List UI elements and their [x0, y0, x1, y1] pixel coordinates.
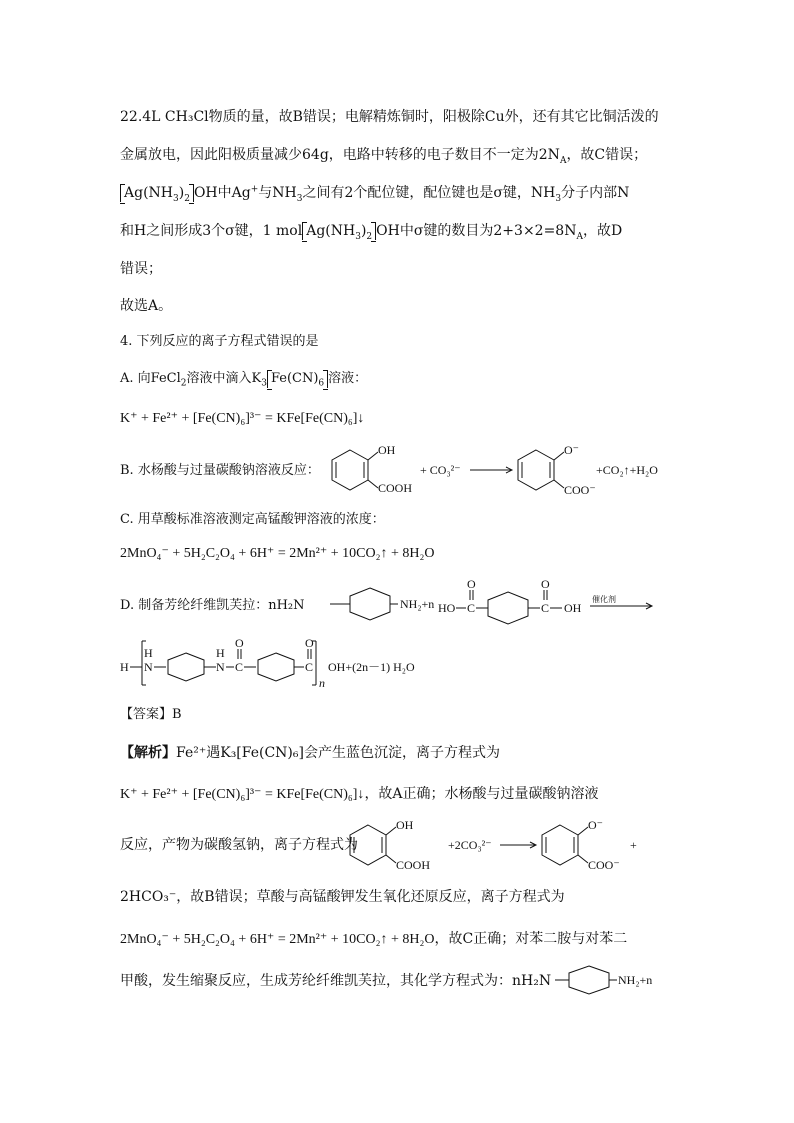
text: Fe²⁺遇K₃[Fe(CN)₆]会产生蓝色沉淀，离子方程式为 [176, 745, 500, 761]
c-label-3: C [235, 660, 244, 674]
para-line-5: 错误； [120, 261, 162, 277]
text: ，故A正确；水杨酸与过量碳酸钠溶液 [364, 786, 599, 802]
carbonate-term: + CO₃²⁻ [420, 463, 461, 477]
analysis-salicylic-diagram [340, 815, 650, 875]
complex-bracket [302, 222, 376, 240]
option-a [120, 370, 367, 388]
nh2-n-label-a: NH₂+n [618, 973, 653, 987]
option-c-equation: 2MnO₄⁻ + 5H₂C₂O₄ + 6H⁺ = 2Mn²⁺ + 10CO₂↑ + 8H₂O [120, 546, 435, 561]
h-label-2: H [144, 646, 153, 660]
o-label-4: O [305, 636, 314, 650]
c-label: C [467, 601, 476, 615]
sub: 3 [173, 193, 179, 204]
analysis-line-5 [120, 930, 627, 949]
para-line-3 [120, 184, 629, 202]
text: 与NH [258, 185, 297, 201]
sub: 6 [318, 378, 325, 389]
analysis-line-1 [120, 744, 500, 762]
oh-label-2: OH [564, 601, 582, 615]
analysis-line-2 [120, 785, 599, 804]
answer: 【答案】B [120, 707, 182, 722]
text: 之间有2个配位键，配位键也是σ键，NH [302, 185, 556, 201]
text: 溶液中滴入K [186, 371, 262, 386]
oh-label: OH [378, 443, 396, 457]
sub: 3 [261, 378, 267, 389]
sub: 2 [184, 193, 190, 204]
text: 分子内部N [561, 185, 630, 201]
n-subscript: n [319, 676, 325, 690]
salicylic-reaction-diagram [320, 440, 680, 500]
coo-minus-label: COO⁻ [564, 483, 596, 497]
product-tail: OH+(2n－1) H₂O [328, 660, 415, 674]
ho-label: HO [438, 601, 456, 615]
catalyst-label: 催化剂 [592, 595, 616, 604]
para-line-2 [120, 146, 647, 164]
sub: 2 [366, 231, 373, 242]
text: 溶液： [328, 371, 368, 386]
nh2-n-label: NH₂+n [400, 597, 435, 611]
para-line-4 [120, 222, 622, 240]
kevlar-product-diagram [120, 635, 450, 690]
analysis-diamine-diagram [555, 962, 665, 998]
o-label-3: O [235, 636, 244, 650]
products-term: +CO₂↑+H₂O [596, 463, 658, 477]
sub: 2 [180, 378, 187, 389]
complex-bracket [267, 370, 328, 388]
text: Fe(CN) [270, 371, 319, 386]
oh-label-a: OH [396, 818, 414, 832]
sub: 3 [296, 193, 303, 204]
cooh-label: COOH [378, 481, 413, 495]
question-title: 4. 下列反应的离子方程式错误的是 [120, 334, 319, 349]
analysis-line-3: 反应，产物为碳酸氢钠，离子方程式为 [120, 837, 358, 853]
o-minus-label: O⁻ [564, 443, 579, 457]
sub: A [576, 231, 583, 242]
analysis-label: 【解析】 [120, 745, 176, 761]
text: ) [360, 223, 367, 239]
text: 和H之间形成3个σ键，1 mol [120, 223, 303, 239]
plus-sign: + [630, 838, 637, 852]
text: ) [178, 185, 185, 201]
text: OH中Ag [193, 185, 251, 201]
h-label: H [120, 660, 129, 674]
o-label-2: O [541, 577, 550, 591]
analysis-line-4: 2HCO₃⁻，故B错误；草酸与高锰酸钾发生氧化还原反应，离子方程式为 [120, 889, 565, 905]
sub: 3 [555, 193, 562, 204]
h-label-3: H [216, 646, 225, 660]
coo-minus-label-a: COO⁻ [588, 858, 620, 872]
cooh-label-a: COOH [396, 858, 431, 872]
option-d: D. 制备芳纶纤维凯芙拉：nH₂N [120, 598, 305, 613]
text: Ag(NH [306, 223, 356, 239]
n-label: N [144, 660, 153, 674]
para-text: ，故C错误； [566, 147, 648, 163]
para-text: 金属放电，因此阳极质量减少64g，电路中转移的电子数目不一定为2N [120, 147, 560, 163]
carbonate-term-a: +2CO₃²⁻ [448, 838, 492, 852]
o-label: O [467, 577, 476, 591]
text: Ag(NH [124, 185, 173, 201]
text: ，故C正确；对苯二胺与对苯二 [434, 931, 628, 947]
complex-bracket [120, 184, 194, 202]
option-b: B. 水杨酸与过量碳酸钠溶液反应： [120, 463, 320, 478]
o-minus-label-a: O⁻ [588, 818, 603, 832]
equation: K⁺ + Fe²⁺ + [Fe(CN)₆]³⁻ = KFe[Fe(CN)₆]↓ [120, 787, 365, 802]
text: OH中σ键的数目为2+3×2=8N [376, 223, 577, 239]
option-a-equation: K⁺ + Fe²⁺ + [Fe(CN)₆]³⁻ = KFe[Fe(CN)₆]↓ [120, 411, 365, 426]
para-line-6: 故选A。 [120, 298, 173, 314]
c-label-4: C [305, 660, 314, 674]
kevlar-reactants-diagram [330, 577, 670, 630]
sub: 3 [355, 231, 361, 242]
para-line-1: 22.4L CH₃Cl物质的量，故B错误；电解精炼铜时，阳极除Cu外，还有其它比铜活泼的 [120, 109, 659, 125]
text: ，故D [582, 223, 623, 239]
sub: A [559, 155, 567, 166]
equation: 2MnO₄⁻ + 5H₂C₂O₄ + 6H⁺ = 2Mn²⁺ + 10CO₂↑ + 8H₂O [120, 932, 435, 947]
sup: + [250, 184, 259, 195]
c-label-2: C [541, 601, 550, 615]
n-label-2: N [216, 660, 225, 674]
analysis-line-6: 甲酸，发生缩聚反应，生成芳纶纤维凯芙拉，其化学方程式为：nH₂N [120, 973, 552, 989]
option-c: C. 用草酸标准溶液测定高锰酸钾溶液的浓度： [120, 512, 385, 527]
text: A. 向FeCl [120, 371, 181, 386]
